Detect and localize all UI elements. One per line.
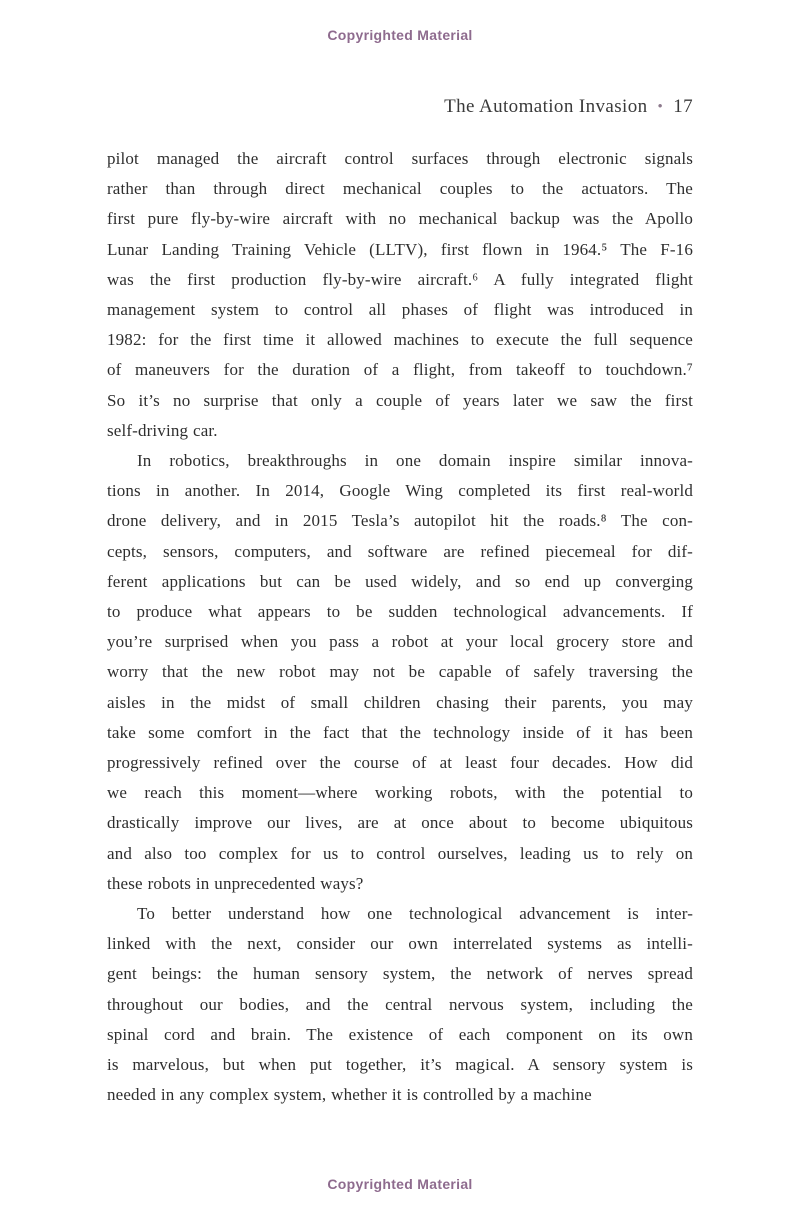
text-line: 1982: for the first time it allowed machines to execute the full sequence <box>107 330 693 350</box>
page-number: 17 <box>673 96 693 117</box>
text-line: linked with the next, consider our own interrelated systems as intelli- <box>107 934 693 954</box>
text-line: drastically improve our lives, are at once about to become ubiquitous <box>107 813 693 833</box>
text-line: needed in any complex system, whether it is controlled by a machine <box>107 1085 592 1105</box>
text-line: self-driving car. <box>107 420 218 440</box>
paragraph <box>107 899 693 1110</box>
text-line: worry that the new robot may not be capable of safely traversing the <box>107 662 693 682</box>
text-line: ferent applications but can be used widely, and so end up converging <box>107 571 693 591</box>
text-line: is marvelous, but when put together, it’s magical. A sensory system is <box>107 1055 693 1075</box>
text-line: To better understand how one technological advancement is inter- <box>137 904 693 924</box>
text-line: you’re surprised when you pass a robot at your local grocery store and <box>107 632 693 652</box>
text-line: throughout our bodies, and the central nervous system, including the <box>107 994 693 1014</box>
bullet-separator: • <box>657 99 664 115</box>
text-line: was the first production fly-by-wire aircraft.⁶ A fully integrated flight <box>107 269 693 289</box>
text-line: In robotics, breakthroughs in one domain inspire similar innova- <box>137 451 693 471</box>
page-body <box>107 144 693 1111</box>
text-line: we reach this moment—where working robots, with the potential to <box>107 783 693 803</box>
text-line: progressively refined over the course of at least four decades. How did <box>107 753 693 773</box>
paragraph <box>107 144 693 446</box>
copyright-notice-top: Copyrighted Material <box>327 27 473 43</box>
text-line: So it’s no surprise that only a couple of years later we saw the first <box>107 390 693 410</box>
text-line: of maneuvers for the duration of a flight, from takeoff to touchdown.⁷ <box>107 360 693 380</box>
paragraph <box>107 446 693 899</box>
text-line: rather than through direct mechanical couples to the actuators. The <box>107 179 693 199</box>
chapter-title: The Automation Invasion <box>444 96 648 117</box>
text-line: take some comfort in the fact that the technology inside of it has been <box>107 722 693 742</box>
text-block <box>107 96 693 1111</box>
text-line: aisles in the midst of small children chasing their parents, you may <box>107 692 693 712</box>
copyright-notice-bottom: Copyrighted Material <box>327 1176 473 1192</box>
text-line: tions in another. In 2014, Google Wing completed its first real-world <box>107 481 693 501</box>
text-line: cepts, sensors, computers, and software are refined piecemeal for dif- <box>107 541 693 561</box>
text-line: spinal cord and brain. The existence of each component on its own <box>107 1024 693 1044</box>
text-line: these robots in unprecedented ways? <box>107 873 364 893</box>
text-line: drone delivery, and in 2015 Tesla’s autopilot hit the roads.⁸ The con- <box>107 511 693 531</box>
text-line: management system to control all phases of flight was introduced in <box>107 300 693 320</box>
text-line: pilot managed the aircraft control surfaces through electronic signals <box>107 149 693 168</box>
text-line: gent beings: the human sensory system, the network of nerves spread <box>107 964 693 984</box>
running-header <box>107 96 693 118</box>
text-line: first pure fly-by-wire aircraft with no mechanical backup was the Apollo <box>107 209 693 229</box>
text-line: to produce what appears to be sudden technological advancements. If <box>107 602 693 622</box>
text-line: Lunar Landing Training Vehicle (LLTV), first flown in 1964.⁵ The F-16 <box>107 239 693 259</box>
text-line: and also too complex for us to control ourselves, leading us to rely on <box>107 843 693 863</box>
